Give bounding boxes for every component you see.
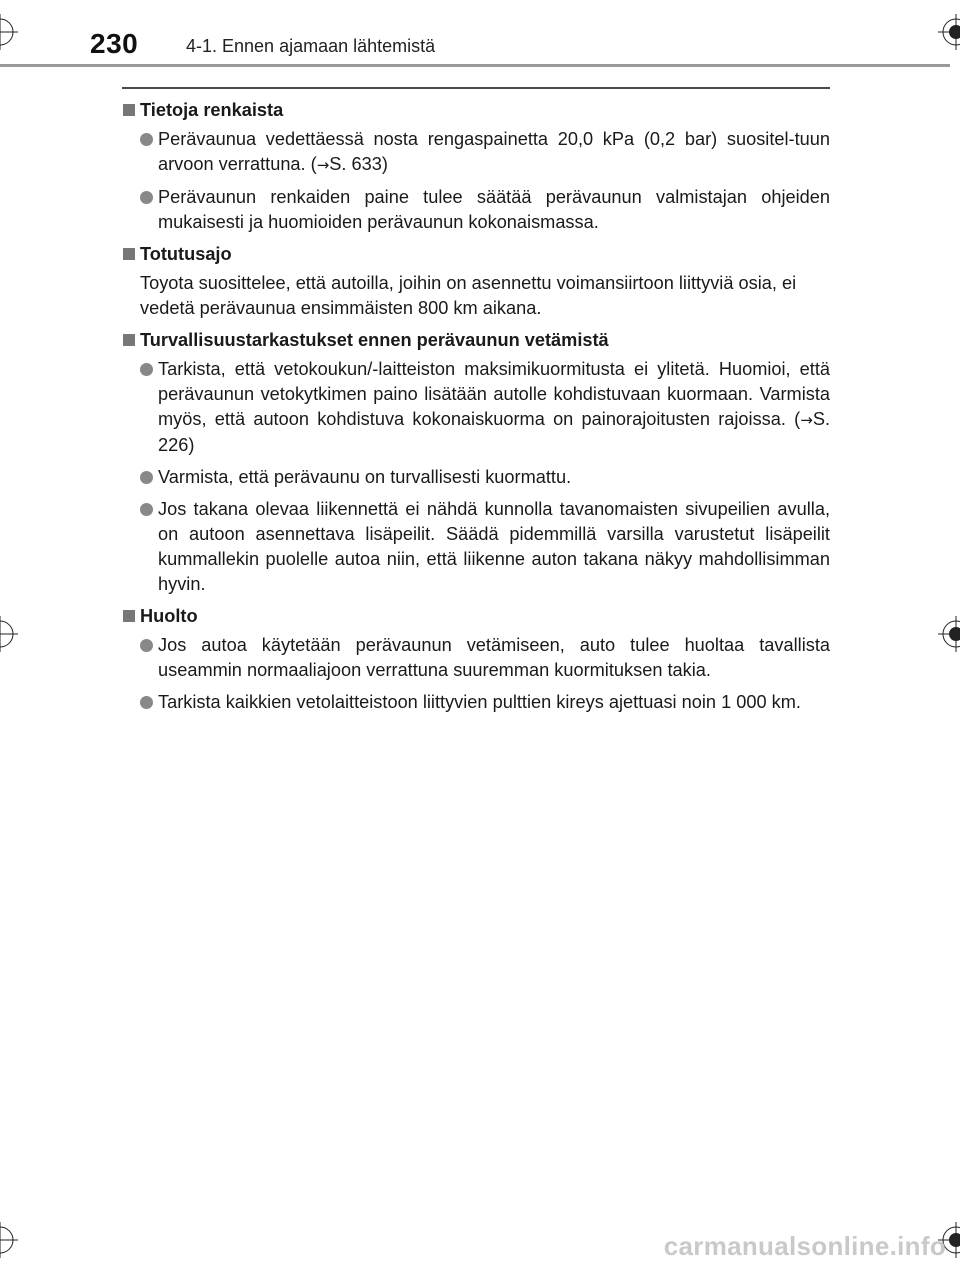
section-totutusajo <box>122 242 830 321</box>
registration-mark-bottom-left <box>0 1222 18 1258</box>
square-bullet-icon <box>123 334 135 346</box>
page-number: 230 <box>90 28 139 59</box>
list-item-text: Tarkista, että vetokoukun/-laitteiston maksimikuormitusta ei ylitetä. Huomioi, että perävaunun vetokytkimen paino lisätään autolle kohdistuvaan kuormaan. Varmista myös, että autoon kohdistuva kokonaiskuorma on painorajoitusten rajoissa. ( <box>158 359 830 429</box>
watermark: carmanualsonline.info <box>663 1231 946 1261</box>
square-bullet-icon <box>123 104 135 116</box>
list-item <box>122 357 830 458</box>
arrow-icon: → <box>316 156 330 174</box>
round-bullet-icon <box>140 503 153 516</box>
section-heading <box>122 604 830 629</box>
content-area <box>122 94 830 722</box>
registration-mark-top-left <box>0 14 18 50</box>
section-huolto <box>122 604 830 715</box>
arrow-icon: → <box>800 411 813 429</box>
section-heading-text: Tietoja renkaista <box>140 100 284 120</box>
registration-mark-mid-right <box>938 616 960 652</box>
list-item-text: Perävaunua vedettäessä nosta rengaspainetta 20,0 kPa (0,2 bar) suositel-tuun arvoon verrattuna. ( <box>158 129 830 174</box>
page-reference-link[interactable]: S. 633) <box>329 154 388 174</box>
section-tietoja-renkaista <box>122 98 830 235</box>
section-heading-text: Turvallisuustarkastukset ennen perävaunun vetämistä <box>140 330 609 350</box>
registration-mark-mid-left <box>0 616 18 652</box>
list-item <box>122 633 830 683</box>
list-item-text: Jos takana olevaa liikennettä ei nähdä kunnolla tavanomaisten sivupeilien avulla, on autoon asennettava lisäpeilit. Säädä pidemmillä varsilla varustetut lisäpeilit kummallekin puolelle autoa niin, että liikenne auton takana näkyy mahdollisimman hyvin. <box>158 499 830 594</box>
list-item-text: Jos autoa käytetään perävaunun vetämiseen, auto tulee huoltaa tavallista useammin normaaliajoon verrattuna suuremman kuormituksen takia. <box>158 635 830 680</box>
section-title: 4-1. Ennen ajamaan lähtemistä <box>186 36 436 56</box>
round-bullet-icon <box>140 696 153 709</box>
list-item <box>122 497 830 597</box>
section-heading <box>122 98 830 123</box>
list-item <box>122 690 830 715</box>
content-rule <box>122 87 830 89</box>
list-item <box>122 465 830 490</box>
section-heading <box>122 328 830 353</box>
round-bullet-icon <box>140 363 153 376</box>
round-bullet-icon <box>140 471 153 484</box>
round-bullet-icon <box>140 191 153 204</box>
square-bullet-icon <box>123 248 135 260</box>
list-item <box>122 127 830 178</box>
round-bullet-icon <box>140 639 153 652</box>
header-rule <box>0 64 950 67</box>
page-reference-link[interactable]: S. 226) <box>158 409 830 455</box>
registration-mark-top-right <box>938 14 960 50</box>
list-item-text: Varmista, että perävaunu on turvallisesti kuormattu. <box>158 467 572 487</box>
list-item <box>122 185 830 235</box>
section-heading-text: Huolto <box>140 606 198 626</box>
section-turvallisuustarkastukset <box>122 328 830 597</box>
list-item-text: Perävaunun renkaiden paine tulee säätää perävaunun valmistajan ohjeiden mukaisesti ja huomioiden perävaunun kokonaismassa. <box>158 187 830 232</box>
square-bullet-icon <box>123 610 135 622</box>
round-bullet-icon <box>140 133 153 146</box>
paragraph: Toyota suosittelee, että autoilla, joihin on asennettu voimansiirtoon liittyviä osia, ei vedetä perävaunua ensimmäisten 800 km aikana. <box>140 273 797 318</box>
list-item-text: Tarkista kaikkien vetolaitteistoon liittyvien pulttien kireys ajettuasi noin 1 000 km. <box>158 692 801 712</box>
section-heading-text: Totutusajo <box>140 244 232 264</box>
section-heading <box>122 242 830 267</box>
